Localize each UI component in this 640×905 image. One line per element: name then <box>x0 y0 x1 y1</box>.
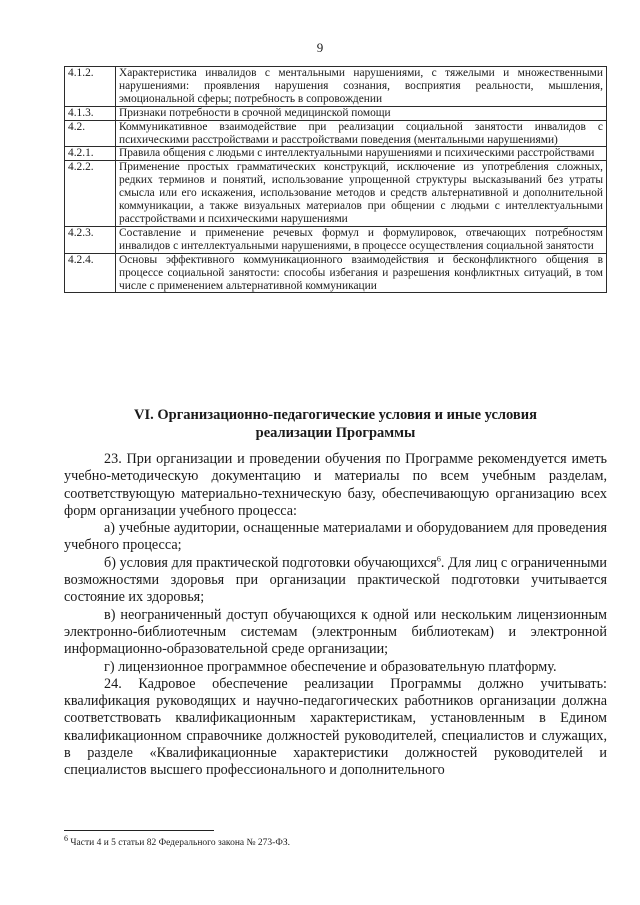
row-number: 4.1.2. <box>65 67 116 107</box>
table-row <box>65 253 607 293</box>
paragraph-24: 24. Кадровое обеспечение реализации Программы должно учитывать: квалификация руководящих и научно-педагогических работников организации должна соответствовать квалификационным характеристикам, установленным в Едином квалификационном справочнике должностей руководителей, специалистов и служащих, в разделе «Квалификационные характеристики должностей руководителей и специалистов высшего профессионального и дополнительного <box>64 675 607 779</box>
section-heading <box>64 406 607 442</box>
footnote-mark: 6 <box>64 833 68 843</box>
list-item-v: в) неограниченный доступ обучающихся к одной или нескольким лицензионным электронно-библиотечным системам (электронным библиотекам) и электронной информационно-образовательной среде организации; <box>64 606 607 658</box>
footnote-text: Части 4 и 5 статьи 82 Федерального закона № 273-ФЗ. <box>70 838 290 848</box>
row-text: Признаки потребности в срочной медицинской помощи <box>116 106 607 120</box>
row-text: Составление и применение речевых формул и формулировок, отвечающих потребностям инвалидов с интеллектуальными нарушениями, в процессе осуществления социальной занятости <box>116 226 607 253</box>
table-row <box>65 161 607 227</box>
list-item-a: а) учебные аудитории, оснащенные материалами и оборудованием для проведения учебного процесса; <box>64 520 607 554</box>
page-number: 9 <box>316 40 324 55</box>
table-row <box>65 226 607 253</box>
paragraph-23: 23. При организации и проведении обучения по Программе рекомендуется иметь учебно-методическую документацию и материалы по всем учебным разделам, соответствующую материально-техническую базу, обеспечивающую организацию всех форм организации учебного процесса: <box>64 451 607 519</box>
footnote-reference[interactable]: 6 <box>436 554 441 564</box>
row-number: 4.2.3. <box>65 226 116 253</box>
list-item-g: г) лицензионное программное обеспечение и образовательную платформу. <box>104 658 557 675</box>
row-number: 4.2.4. <box>65 253 116 293</box>
table-row <box>65 67 607 107</box>
row-text: Применение простых грамматических конструкций, исключение из употребления сложных, редких терминов и понятий, использование упрощенной структуры высказываний без утраты смысла или его искажения, использование методов и средств альтернативной и дополнительной коммуникации, а также визуальных материалов при общении с людьми с интеллектуальными расстройствами и психическими нарушениями <box>116 161 607 227</box>
list-item-b-text-continued: . Для лиц с ограниченными возможностями здоровья при организации практической подготовки учитывается состояние их здоровья; <box>64 554 607 606</box>
table-row <box>65 106 607 120</box>
table-row <box>65 147 607 161</box>
footnote-divider <box>64 830 214 831</box>
row-number: 4.1.3. <box>65 106 116 120</box>
body-text <box>64 451 607 780</box>
row-text: Характеристика инвалидов с ментальными нарушениями, с тяжелыми и множественными нарушениями: проявления нарушения сознания, восприятия реальности, мышления, эмоциональной сферы; потребность в сопровождении <box>116 67 607 107</box>
topics-table <box>64 66 607 293</box>
row-text: Основы эффективного коммуникационного взаимодействия и бесконфликтного общения в процессе социальной занятости: способы избегания и разрешения конфликтных ситуаций, в том числе с применением альтернативной коммуникации <box>116 253 607 293</box>
footnote <box>64 833 607 849</box>
list-item-b <box>64 555 607 607</box>
row-number: 4.2.2. <box>65 161 116 227</box>
row-text: Правила общения с людьми с интеллектуальными нарушениями и психическими расстройствами <box>116 147 607 161</box>
row-number: 4.2. <box>65 120 116 147</box>
table-row <box>65 120 607 147</box>
row-text: Коммуникативное взаимодействие при реализации социальной занятости инвалидов с психическими расстройствами и расстройствами поведения (ментальными нарушениями) <box>116 120 607 147</box>
section-heading-line: VI. Организационно-педагогические условия и иные условия <box>134 407 537 423</box>
row-number: 4.2.1. <box>65 147 116 161</box>
section-heading-line: реализации Программы <box>255 425 416 441</box>
list-item-b-text: б) условия для практической подготовки обучающихся <box>104 554 437 571</box>
